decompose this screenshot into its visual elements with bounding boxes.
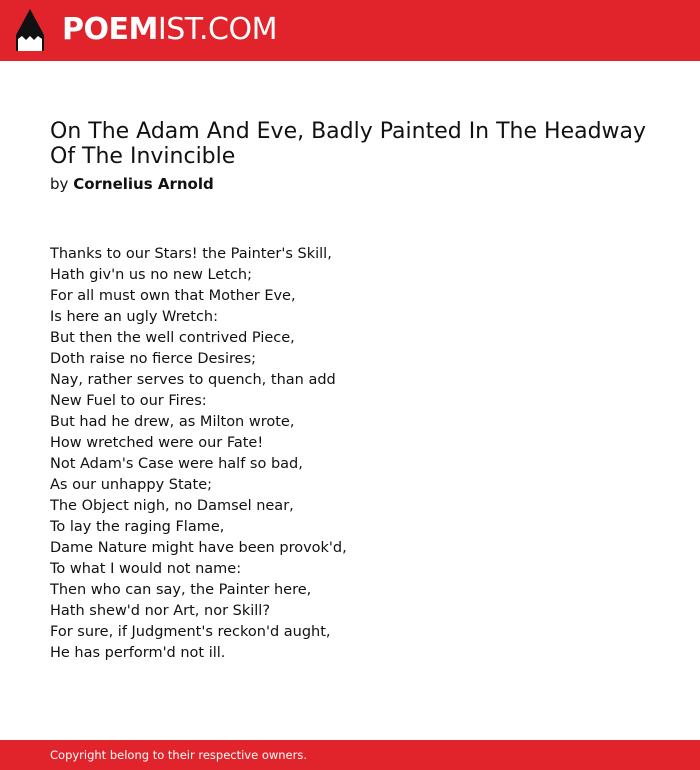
- poem-line: How wretched were our Fate!: [50, 435, 264, 451]
- site-logo[interactable]: [62, 12, 277, 48]
- poem-line: For all must own that Mother Eve,: [50, 288, 296, 304]
- poem-line: For sure, if Judgment's reckon'd aught,: [50, 624, 331, 640]
- copyright-text: Copyright belong to their respective owners.: [50, 748, 308, 762]
- byline: [50, 174, 214, 194]
- poem-line: Doth raise no fierce Desires;: [50, 351, 257, 367]
- top-bar: [0, 0, 700, 61]
- poem-line: But then the well contrived Piece,: [50, 330, 295, 346]
- poem-line: But had he drew, as Milton wrote,: [50, 414, 295, 430]
- poem-line: Then who can say, the Painter here,: [50, 582, 312, 598]
- logo-text-bold: POEM: [62, 12, 158, 47]
- poem-line: He has perform'd not ill.: [50, 645, 226, 661]
- footer-bar: [0, 740, 700, 770]
- poem-line: Thanks to our Stars! the Painter's Skill,: [50, 246, 332, 262]
- poem-line: The Object nigh, no Damsel near,: [50, 498, 294, 514]
- poem-line: Not Adam's Case were half so bad,: [50, 456, 303, 472]
- poem-title: On The Adam And Eve, Badly Painted In The Headway Of The Invincible: [50, 119, 647, 169]
- poem-line: To lay the raging Flame,: [50, 519, 225, 535]
- author-name: Cornelius Arnold: [73, 175, 214, 193]
- poem-line: Nay, rather serves to quench, than add: [50, 372, 336, 388]
- poem-line: Hath giv'n us no new Letch;: [50, 267, 252, 283]
- poem-line: To what I would not name:: [50, 561, 242, 577]
- logo-text-light: IST.COM: [157, 12, 277, 47]
- poem-line: Is here an ugly Wretch:: [50, 309, 219, 325]
- poem-line: Hath shew'd nor Art, nor Skill?: [50, 603, 271, 619]
- poem-line: Dame Nature might have been provok'd,: [50, 540, 347, 556]
- by-label: by: [50, 175, 69, 193]
- poem-line: New Fuel to our Fires:: [50, 393, 207, 409]
- poem-body: [50, 244, 347, 664]
- poem-line: As our unhappy State;: [50, 477, 213, 493]
- pencil-icon[interactable]: [16, 9, 44, 51]
